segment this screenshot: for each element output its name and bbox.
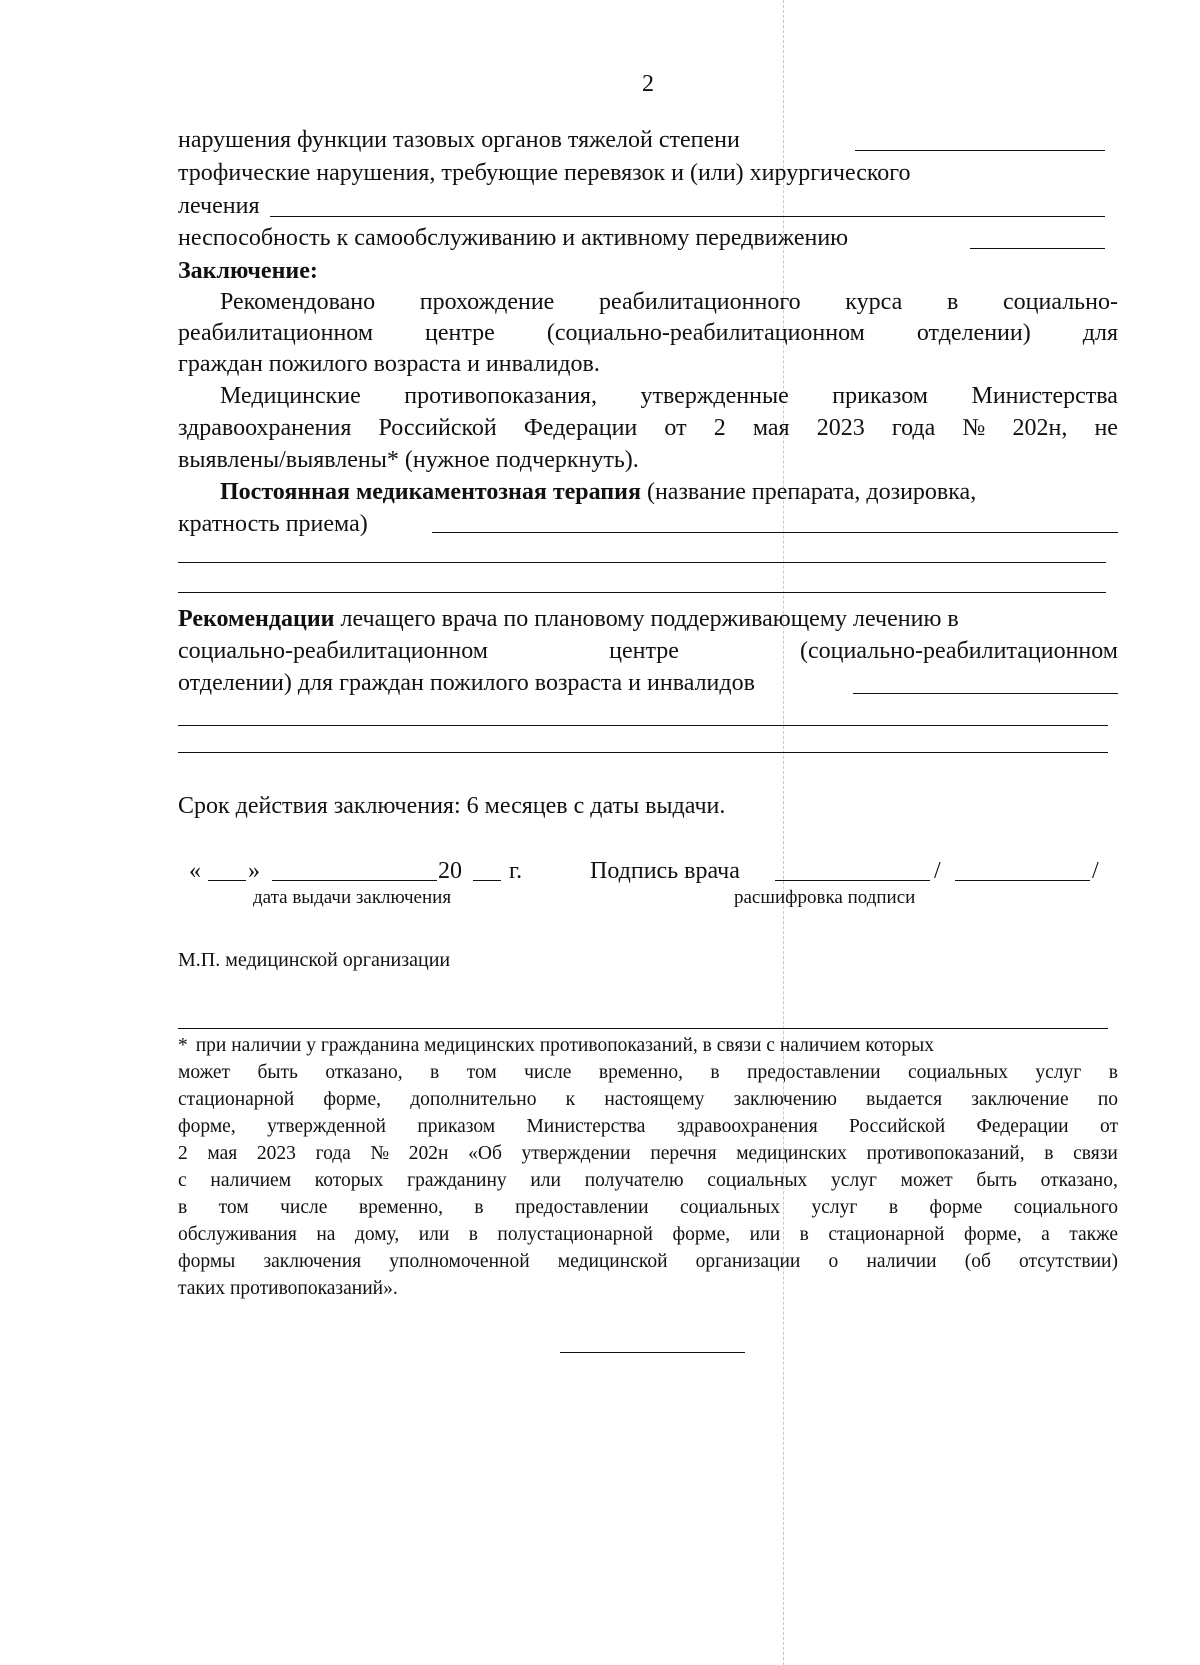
word: (об <box>964 1251 991 1272</box>
word: в <box>710 1062 720 1083</box>
footnote-line-7 <box>178 1194 1118 1222</box>
word: «Об <box>468 1143 502 1164</box>
recommendations-blank-2[interactable] <box>178 725 1108 726</box>
date-year-blank[interactable] <box>473 880 501 881</box>
word: форме, <box>672 1224 731 1245</box>
word: на <box>316 1224 336 1245</box>
word: Министерства <box>971 383 1118 409</box>
footnote-line-8 <box>178 1221 1118 1249</box>
word: к <box>565 1089 576 1110</box>
word: (социально-реабилитационном <box>800 638 1118 664</box>
word: заключение <box>971 1089 1069 1110</box>
word: для <box>1082 320 1118 346</box>
word: выдается <box>866 1089 943 1110</box>
word: форме, <box>323 1089 382 1110</box>
word: Федерации <box>976 1116 1069 1137</box>
word: курса <box>845 289 903 315</box>
word: социальных <box>707 1170 808 1191</box>
word: может <box>178 1062 230 1083</box>
word: противопоказаний, <box>866 1143 1025 1164</box>
word: предоставлении <box>747 1062 881 1083</box>
word: Федерации <box>523 415 638 441</box>
recommendations-heading-rest: лечащего врача по плановому поддерживающему лечению в <box>334 606 959 632</box>
word: здравоохранения <box>178 415 352 441</box>
recommendations-line2 <box>178 635 1118 667</box>
decode-caption: расшифровка подписи <box>734 887 916 908</box>
date-quote-close: » <box>248 858 260 884</box>
end-rule <box>560 1352 745 1353</box>
word: о <box>828 1251 839 1272</box>
word: утвержденной <box>267 1116 386 1137</box>
word: числе <box>280 1197 328 1218</box>
conclusion-contra-line3: выявлены/выявлены* (нужное подчеркнуть). <box>178 447 639 473</box>
date-year-suffix: г. <box>509 858 523 884</box>
word: может <box>900 1170 953 1191</box>
conclusion-recommend-line2 <box>178 317 1118 349</box>
word: отказано, <box>325 1062 403 1083</box>
condition-trophic-line2: лечения <box>178 193 260 219</box>
word: быть <box>257 1062 298 1083</box>
doctor-sign-blank[interactable] <box>775 880 930 881</box>
word: в <box>468 1224 478 1245</box>
word: реабилитационного <box>599 289 801 315</box>
word: услуг <box>811 1197 858 1218</box>
word: отсутствии) <box>1019 1251 1118 1272</box>
word: отделении) <box>916 320 1031 346</box>
footnote-line-1 <box>178 1032 1118 1060</box>
word: форме, <box>963 1224 1022 1245</box>
footnote-line-10: таких противопоказаний». <box>178 1278 398 1299</box>
condition-pelvic-text: нарушения функции тазовых органов тяжелой степени <box>178 127 740 153</box>
word: противопоказания, <box>404 383 597 409</box>
word: от <box>664 415 687 441</box>
word: Рекомендовано <box>220 289 376 315</box>
sign-slash-end: / <box>1092 858 1099 884</box>
word: получателю <box>584 1170 684 1191</box>
condition-selfcare: неспособность к самообслуживанию и активному передвижению <box>178 225 849 251</box>
recommendations-blank-3[interactable] <box>178 752 1108 753</box>
page-number: 2 <box>642 71 654 97</box>
recommendations-line3: отделении) для граждан пожилого возраста и инвалидов <box>178 670 755 696</box>
therapy-blank-1[interactable] <box>432 532 1118 533</box>
word: организации <box>695 1251 801 1272</box>
word: форме <box>929 1197 983 1218</box>
word: (социально-реабилитационном <box>546 320 865 346</box>
recommendations-blank-1[interactable] <box>853 693 1118 694</box>
word: наличием <box>210 1170 292 1191</box>
sign-slash: / <box>934 858 941 884</box>
word: 2 <box>713 415 726 441</box>
word: 2023 <box>816 415 865 441</box>
doctor-sign-label: Подпись врача <box>590 858 740 884</box>
word: 2 <box>178 1143 188 1164</box>
word: в <box>888 1197 899 1218</box>
word: Российской <box>378 415 497 441</box>
word: форме, <box>178 1116 236 1137</box>
word: 202н <box>408 1143 449 1164</box>
footnote-line-9 <box>178 1248 1118 1276</box>
word: по <box>1097 1089 1118 1110</box>
recommendations-line1 <box>178 603 959 635</box>
word: которых <box>314 1170 384 1191</box>
word: приказом <box>832 383 928 409</box>
word: центре <box>609 638 679 664</box>
word: заключению <box>733 1089 837 1110</box>
word: дополнительно <box>410 1089 537 1110</box>
word: социально- <box>1003 289 1118 315</box>
therapy-blank-3[interactable] <box>178 592 1106 593</box>
word: Медицинские <box>220 383 361 409</box>
word: стационарной <box>828 1224 945 1245</box>
word: в <box>946 289 959 315</box>
conclusion-contra-line2 <box>178 412 1118 444</box>
word: утвержденные <box>640 383 789 409</box>
word: полустационарной <box>497 1224 653 1245</box>
word: временно, <box>598 1062 683 1083</box>
word: приказом <box>417 1116 496 1137</box>
condition-trophic-line1: трофические нарушения, требующие перевязок и (или) хирургического <box>178 160 911 186</box>
word: при наличии у гражданина медицинских противопоказаний, в связи с наличием которых <box>195 1035 934 1056</box>
word: от <box>1099 1116 1118 1137</box>
word: перечня <box>650 1143 717 1164</box>
footnote-asterisk: * <box>178 1035 188 1056</box>
word: том <box>466 1062 497 1083</box>
word: медицинской <box>557 1251 668 1272</box>
footnote-line-4 <box>178 1113 1118 1141</box>
conclusion-recommend-line3: граждан пожилого возраста и инвалидов. <box>178 351 600 377</box>
therapy-blank-2[interactable] <box>178 562 1106 563</box>
word: мая <box>207 1143 238 1164</box>
word: услуг <box>1035 1062 1082 1083</box>
word: или <box>418 1224 450 1245</box>
word: Министерства <box>526 1116 646 1137</box>
word: утверждении <box>521 1143 631 1164</box>
condition-trophic-blank[interactable] <box>270 216 1105 217</box>
word: в <box>1108 1062 1118 1083</box>
word: социально-реабилитационном <box>178 638 488 664</box>
word: года <box>315 1143 351 1164</box>
word: гражданину <box>407 1170 507 1191</box>
word: социального <box>1013 1197 1118 1218</box>
word: Российской <box>849 1116 946 1137</box>
word: не <box>1094 415 1118 441</box>
word: числе <box>524 1062 572 1083</box>
word: настоящему <box>604 1089 705 1110</box>
word: временно, <box>358 1197 443 1218</box>
conclusion-recommend-line1 <box>220 286 1118 318</box>
date-month-blank[interactable] <box>272 880 437 881</box>
word: медицинских <box>736 1143 847 1164</box>
word: социальных <box>680 1197 781 1218</box>
condition-selfcare-blank[interactable] <box>970 248 1105 249</box>
footnote-line-3 <box>178 1086 1118 1114</box>
word: в <box>1044 1143 1054 1164</box>
word: отказано, <box>1040 1170 1118 1191</box>
word: года <box>891 415 936 441</box>
word: № <box>370 1143 390 1164</box>
date-day-blank[interactable] <box>208 880 246 881</box>
footnote-line-2 <box>178 1059 1118 1087</box>
word: в <box>474 1197 484 1218</box>
conclusion-contra-line1 <box>220 380 1118 412</box>
word: социальных <box>907 1062 1008 1083</box>
therapy-line1 <box>220 476 976 508</box>
word: уполномоченной <box>389 1251 530 1272</box>
conclusion-heading: Заключение: <box>178 258 318 284</box>
word: реабилитационном <box>178 320 374 346</box>
therapy-heading: Постоянная медикаментозная терапия <box>220 479 641 505</box>
word: наличии <box>866 1251 937 1272</box>
word: в <box>430 1062 440 1083</box>
word: предоставлении <box>515 1197 649 1218</box>
sign-decode-blank[interactable] <box>955 880 1090 881</box>
date-year-prefix: 20 <box>438 858 462 884</box>
word: формы <box>178 1251 236 1272</box>
word: или <box>749 1224 781 1245</box>
word: дому, <box>354 1224 400 1245</box>
validity-text: Срок действия заключения: 6 месяцев с даты выдачи. <box>178 793 726 819</box>
word: в <box>799 1224 809 1245</box>
footnote-separator <box>178 1028 1108 1029</box>
therapy-heading-rest: (название препарата, дозировка, <box>640 479 977 505</box>
recommendations-heading: Рекомендации <box>178 606 335 632</box>
word: том <box>218 1197 249 1218</box>
word: № <box>962 415 986 441</box>
word: а <box>1041 1224 1050 1245</box>
word: в <box>178 1197 188 1218</box>
footnote-line-5 <box>178 1140 1118 1168</box>
word: услуг <box>831 1170 877 1191</box>
word: или <box>530 1170 561 1191</box>
word: также <box>1069 1224 1118 1245</box>
word: обслуживания <box>178 1224 297 1245</box>
date-caption: дата выдачи заключения <box>253 887 452 908</box>
word: 202н, <box>1012 415 1068 441</box>
word: мая <box>752 415 790 441</box>
word: 2023 <box>256 1143 296 1164</box>
word: заключения <box>263 1251 362 1272</box>
footnote-line-6 <box>178 1167 1118 1195</box>
word: стационарной <box>178 1089 295 1110</box>
date-quote-open: « <box>189 858 201 884</box>
word: прохождение <box>419 289 555 315</box>
stamp-label: М.П. медицинской организации <box>178 949 451 971</box>
word: здравоохранения <box>676 1116 818 1137</box>
word: связи <box>1073 1143 1118 1164</box>
word: быть <box>976 1170 1017 1191</box>
condition-pelvic-blank[interactable] <box>855 150 1105 151</box>
therapy-line2: кратность приема) <box>178 511 368 537</box>
word: центре <box>425 320 495 346</box>
word: с <box>178 1170 187 1191</box>
condition-pelvic <box>178 124 740 156</box>
